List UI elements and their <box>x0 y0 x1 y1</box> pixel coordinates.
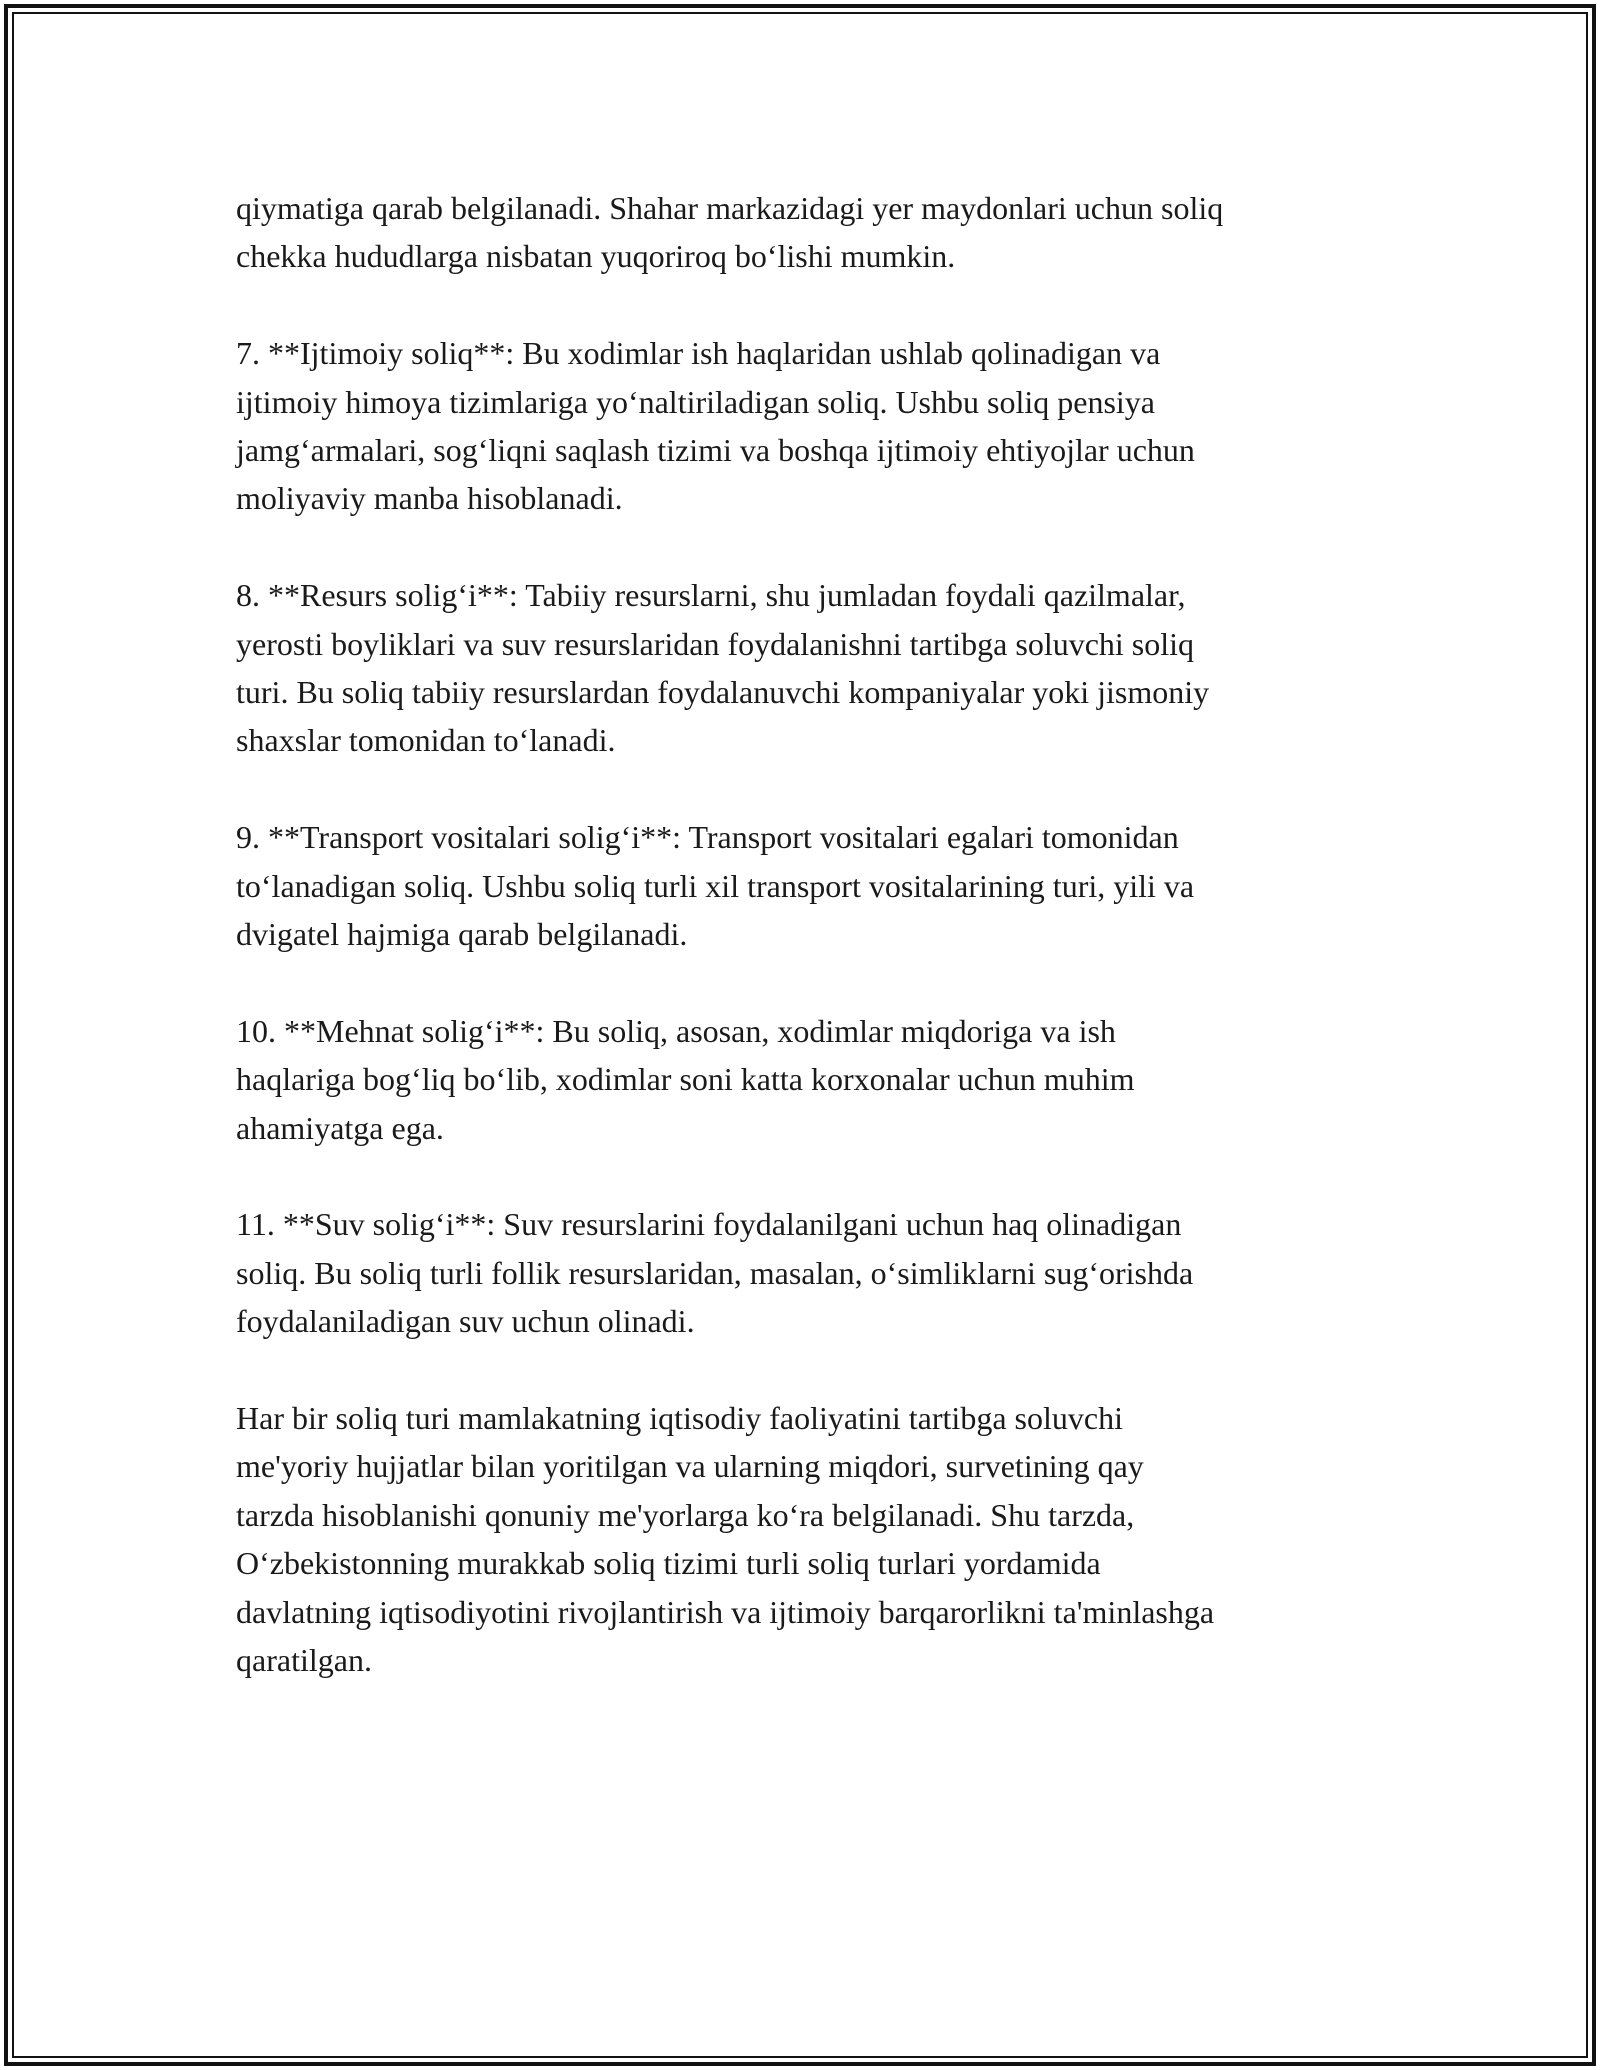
text-line: chekka hududlarga nisbatan yuqoriroq bo‘lishi mumkin. <box>236 238 956 275</box>
document-body <box>236 184 1376 1733</box>
text-line: O‘zbekistonning murakkab soliq tizimi turli soliq turlari yordamida <box>236 1545 1101 1582</box>
text-line: 11. **Suv solig‘i**: Suv resurslarini foydalanilgani uchun haq olinadigan <box>236 1206 1182 1243</box>
text-line: ahamiyatga ega. <box>236 1109 444 1146</box>
text-line: soliq. Bu soliq turli follik resurslaridan, masalan, o‘simliklarni sug‘orishda <box>236 1254 1194 1291</box>
text-line: 7. **Ijtimoiy soliq**: Bu xodimlar ish haqlaridan ushlab qolinadigan va <box>236 335 1161 372</box>
text-line: qiymatiga qarab belgilanadi. Shahar markazidagi yer maydonlari uchun soliq <box>236 190 1224 226</box>
text-line: davlatning iqtisodiyotini rivojlantirish va ijtimoiy barqarorlikni ta'minlashga <box>236 1593 1215 1630</box>
text-line: haqlariga bog‘liq bo‘lib, xodimlar soni katta korxonalar uchun muhim <box>236 1061 1135 1098</box>
text-line: to‘lanadigan soliq. Ushbu soliq turli xil transport vositalarining turi, yili va <box>236 867 1195 904</box>
list-item-7-social-tax <box>236 329 1376 523</box>
text-line: jamg‘armalari, sog‘liqni saqlash tizimi va boshqa ijtimoiy ehtiyojlar uchun <box>236 432 1195 469</box>
paragraph-conclusion <box>236 1394 1376 1684</box>
list-item-11-water-tax <box>236 1200 1376 1345</box>
list-item-9-vehicle-tax <box>236 813 1376 958</box>
text-line: 8. **Resurs solig‘i**: Tabiiy resurslarni, shu jumladan foydali qazilmalar, <box>236 577 1186 614</box>
text-line: 9. **Transport vositalari solig‘i**: Transport vositalari egalari tomonidan <box>236 819 1179 856</box>
text-line: shaxslar tomonidan to‘lanadi. <box>236 722 616 759</box>
text-line: me'yoriy hujjatlar bilan yoritilgan va ularning miqdori, survetining qay <box>236 1448 1144 1485</box>
text-line: foydalaniladigan suv uchun olinadi. <box>236 1303 695 1340</box>
text-line: turi. Bu soliq tabiiy resurslardan foydalanuvchi kompaniyalar yoki jismoniy <box>236 674 1210 711</box>
text-line: tarzda hisoblanishi qonuniy me'yorlarga ko‘ra belgilanadi. Shu tarzda, <box>236 1496 1135 1533</box>
text-line: yerosti boyliklari va suv resurslaridan foydalanishni tartibga soluvchi soliq <box>236 625 1195 662</box>
text-line: dvigatel hajmiga qarab belgilanadi. <box>236 916 688 953</box>
text-line: Har bir soliq turi mamlakatning iqtisodiy faoliyatini tartibga soluvchi <box>236 1400 1123 1437</box>
list-item-8-resource-tax <box>236 571 1376 765</box>
paragraph-intro-continuation <box>236 184 1376 281</box>
text-line: 10. **Mehnat solig‘i**: Bu soliq, asosan, xodimlar miqdoriga va ish <box>236 1012 1116 1049</box>
text-line: ijtimoiy himoya tizimlariga yo‘naltiriladigan soliq. Ushbu soliq pensiya <box>236 383 1155 420</box>
text-line: qaratilgan. <box>236 1642 372 1679</box>
list-item-10-labor-tax <box>236 1007 1376 1152</box>
text-line: moliyaviy manba hisoblanadi. <box>236 480 623 517</box>
